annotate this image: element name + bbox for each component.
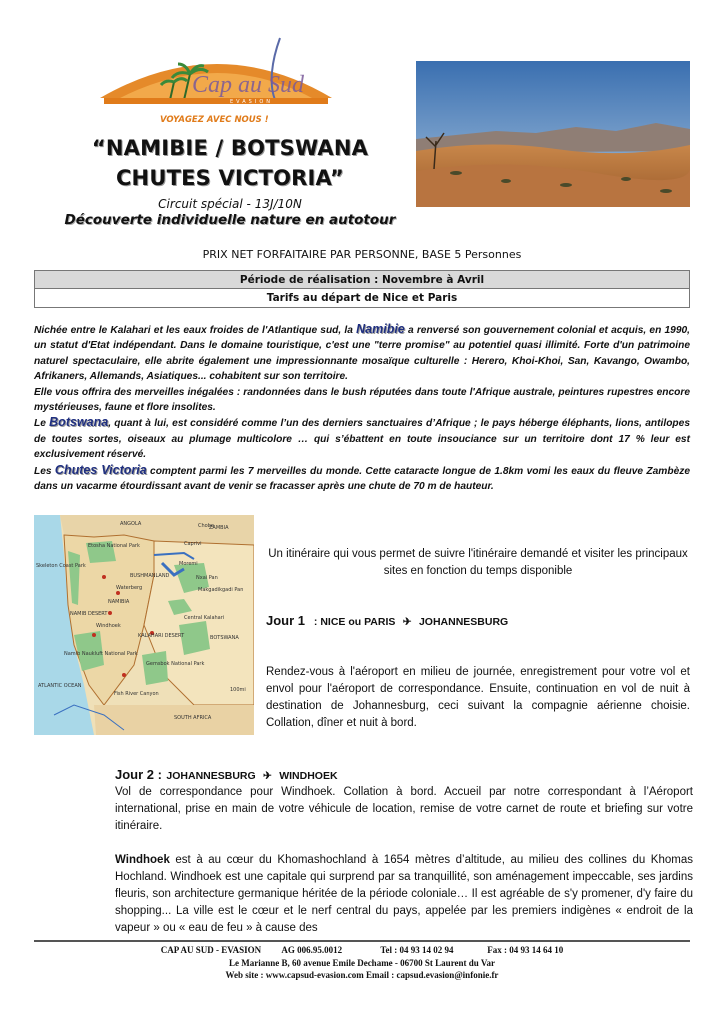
map-label-namibia: NAMIBIA (108, 599, 130, 605)
day-1-route-to: JOHANNESBURG (418, 616, 509, 628)
title-line-1: “NAMIBIE / BOTSWANA (91, 136, 369, 160)
day-2-heading (115, 766, 338, 784)
footer-company: CAP AU SUD - EVASION (160, 945, 262, 955)
footer-line-1 (34, 945, 690, 955)
map-label-skeleton-coast: Skeleton Coast Park (36, 563, 86, 569)
cap-au-sud-logo (100, 30, 335, 130)
map-label-angola: ANGOLA (120, 521, 142, 527)
day-2-text: Vol de correspondance pour Windhoek. Collation à bord. Accueil par notre correspondant à l’Aéroport international, prise en main de votre véhicule de location, remise de votre carnet de route et briefing sur votre itinéraire. (115, 786, 693, 832)
intro-chutes-a: Les (34, 465, 55, 477)
itinerary-intro: Un itinéraire qui vous permet de suivre l'itinéraire demandé et visiter les principaux sites en fonction du temps disponible (268, 548, 688, 577)
intro-text (34, 322, 690, 494)
day-2-route-from: JOHANNESBURG (166, 770, 256, 782)
circuit-duration: Circuit spécial - 13J/10N (158, 197, 302, 211)
map-label-zambia: ZAMBIA (209, 525, 229, 531)
plane-icon: ✈ (260, 770, 275, 782)
footer-fax: Fax : 04 93 14 64 10 (487, 945, 564, 955)
day-1-label: Jour 1 (266, 613, 306, 628)
map-label-kalahari: KALAHARI DESERT (138, 633, 185, 639)
plane-icon: ✈ (399, 616, 415, 628)
day-2-route-to: WINDHOEK (279, 770, 338, 782)
highlight-chutes: Chutes Victoria (54, 462, 147, 477)
map-label-windhoek: Windhoek (96, 623, 121, 629)
windhoek-bold: Windhoek (115, 854, 170, 866)
map-label-makgadikgadi: Makgadikgadi Pan (198, 587, 244, 593)
intro-namibie-a: Nichée entre le Kalahari et les eaux froides de l'Atlantique sud, la (34, 325, 357, 336)
map-label-bushmanland: BUSHMANLAND (130, 573, 170, 579)
map-label-namib-naukluft: Namib Naukluft National Park (64, 651, 138, 657)
region-map (34, 515, 254, 735)
logo-brand-text: Cap au Sud (192, 72, 305, 98)
map-scale: 100mi (230, 687, 246, 693)
footer-divider (34, 940, 690, 942)
footer-ag: AG 006.95.0012 (281, 945, 343, 955)
footer-web: Web site : www.capsud-evasion.com Email : capsud.evasion@infonie.fr (225, 970, 499, 980)
map-label-central-kalahari: Central Kalahari (184, 615, 225, 621)
day-1-text: Rendez-vous à l'aéroport en milieu de journée, enregistrement pour votre vol et envol pour l'aéroport de correspondance. Ensuite, continuation en vol de nuit à destination de Johannesburg, ceci suivant la compagnie aérienne choisie. Collation, dîner et nuit à bord. (266, 666, 690, 729)
period-table (34, 270, 690, 308)
intro-chutes (34, 463, 690, 495)
highlight-botswana: Botswana (49, 415, 109, 430)
map-label-etosha: Etosha National Park (88, 543, 140, 549)
windhoek-description (115, 852, 693, 938)
map-label-gemsbok: Gemsbok National Park (146, 661, 205, 667)
intro-chutes-b: comptent parmi les 7 merveilles du monde. Cette cataracte longue de 1.8km vomi les eaux du fleuve Zambèze dans un vacarme étourdissant avant de venir se fracasser après une chute de 70 m de hauteur. (34, 465, 690, 493)
windhoek-text: est à au cœur du Khomashochland à 1654 mètres d’altitude, au milieu des collines du Khomas Hochland. Windhoek est une capitale qui surprend par sa tranquillité, son aménagement impeccable, ses jardins fleuris, son architecture germanique héritée de la période coloniale… Il est agréable de s'y promener, d'y faire du shopping... La ville est le cœur et le nerf central du pays, appelée par les premiers indigènes « endroit de la vapeur » ou « eau de feu » à cause des (115, 854, 693, 934)
logo-sub-text: EVASION (230, 99, 274, 105)
intro-botswana (34, 415, 690, 462)
map-label-caprivi: Caprivi (184, 541, 202, 547)
intro-botswana-b: , quant à lui, est considéré comme l’un des derniers sanctuaires d’Afrique ; le pays héberge éléphants, lions, antilopes de toutes sortes, oiseaux au plumage multicolore … qui s’ébattent en toute insouciance sur un territoire dont 17 % leur est exclusivement réservé. (34, 418, 690, 461)
map-label-botswana: BOTSWANA (210, 635, 239, 641)
highlight-namibie: Namibie (356, 322, 405, 336)
map-label-atlantic: ATLANTIC OCEAN (38, 683, 82, 689)
departure-row: Tarifs au départ de Nice et Paris (266, 292, 458, 304)
day-2-label: Jour 2 : (115, 767, 162, 782)
map-label-waterberg: Waterberg (116, 585, 143, 591)
intro-namibie-b: a renversé son gouvernement colonial et acquis, en 1990, un statut d'Etat indépendant. Dans le domaine touristique, c'est une "terre promise" au potentiel quasi illimité. Forte d'un patrimoine naturel spectaculaire, elle abrite également une impressionnante mosaïque culturelle : Herero, Khoi-Khoi, San, Kavango, Owambo, Afrikaners, Allemands, Asiatiques... cohabitent sur son territoire. (34, 325, 690, 383)
logo-tagline: VOYAGEZ AVEC NOUS ! (160, 115, 269, 125)
intro-namibie (34, 322, 690, 385)
day-1-route-from: : NICE ou PARIS (313, 616, 396, 628)
map-label-south-africa: SOUTH AFRICA (174, 715, 212, 721)
map-label-namib-desert: NAMIB DESERT (70, 611, 108, 617)
intro-merveilles: Elle vous offrira des merveilles inégalées : randonnées dans le bush réputées dans toute l'Afrique australe, peintures rupestres encore mystérieuses, faune et flore insolites. (34, 386, 690, 414)
title-line-2: CHUTES VICTORIA” (115, 166, 345, 190)
intro-botswana-a: Le (34, 418, 50, 430)
map-label-nxai-pan: Nxai Pan (196, 575, 218, 581)
desert-photo (416, 61, 690, 207)
price-basis: PRIX NET FORFAITAIRE PAR PERSONNE, BASE 5 Personnes (202, 248, 522, 261)
footer-address: Le Marianne B, 60 avenue Emile Dechame - 06700 St Laurent du Var (228, 958, 496, 968)
day-1-heading (266, 612, 508, 630)
period-row: Période de réalisation : Novembre à Avril (35, 271, 689, 289)
tour-subtitle: Découverte individuelle nature en autotour (64, 212, 396, 228)
map-label-fish-river: Fish River Canyon (114, 691, 159, 697)
map-label-chobe: Chobe (198, 523, 214, 529)
map-label-moremi: Moremi (179, 561, 198, 567)
footer-tel: Tel : 04 93 14 02 94 (380, 945, 454, 955)
